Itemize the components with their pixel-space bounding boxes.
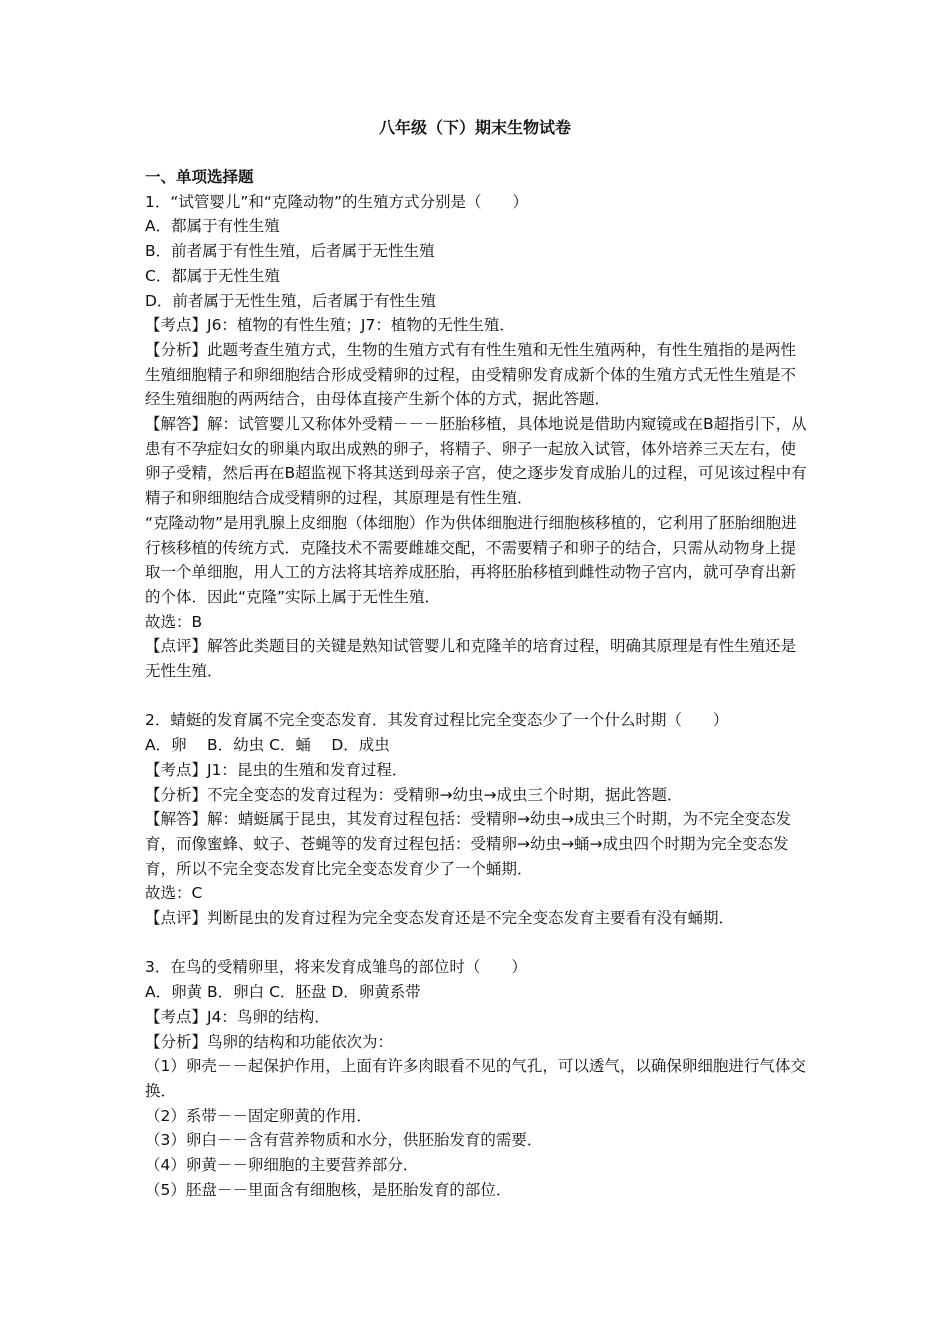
q3-item-5: （5）胚盘－－里面含有细胞核，是胚胎发育的部位． xyxy=(145,1180,512,1199)
q2-jieda: 【解答】解：蜻蜓属于昆虫，其发育过程包括：受精卵→幼虫→成虫三个时期，为不完全变态发育，而像蜜蜂、蚊子、苍蝇等的发育过程包括：受精卵→幼虫→蛹→成虫四个时期为完全变态发育，所以不完全变态发育比完全变态发育少了一个蛹期． xyxy=(145,810,791,878)
page-title: 八年级（下）期末生物试卷 xyxy=(378,118,571,137)
q3-kaodian: 【考点】J4：鸟卵的结构． xyxy=(145,1007,330,1026)
document-body xyxy=(145,165,810,1203)
q1-option-d: D．前者属于无性生殖，后者属于有性生殖 xyxy=(145,291,436,310)
q1-jieda: 【解答】解：试管婴儿又称体外受精－－－胚胎移植，具体地说是借助内窥镜或在B超指引下，从患有不孕症妇女的卵巢内取出成熟的卵子，将精子、卵子一起放入试管，体外培养三天左右，使卵子受精，然后再在B超监视下将其送到母亲子宫，使之逐步发育成胎儿的过程，可见该过程中有精子和卵细胞结合成受精卵的过程，其原理是有性生殖． xyxy=(145,415,807,508)
q1-fenxi: 【分析】此题考查生殖方式，生物的生殖方式有有性生殖和无性生殖两种，有性生殖指的是两性生殖细胞精子和卵细胞结合形成受精卵的过程，由受精卵发育成新个体的生殖方式无性生殖是不经生殖细胞的两两结合，由母体直接产生新个体的方式，据此答题． xyxy=(145,340,797,409)
q1-option-b: B．前者属于有性生殖，后者属于无性生殖 xyxy=(145,242,435,261)
q3-stem: 3．在鸟的受精卵里，将来发育成雏鸟的部位时（ ） xyxy=(145,958,527,977)
q2-options: A．卵 B．幼虫 C．蛹 D．成虫 xyxy=(145,736,390,755)
q2-answer: 故选：C xyxy=(145,884,203,903)
q1-answer: 故选：B xyxy=(145,612,203,631)
q2-fenxi: 【分析】不完全变态的发育过程为：受精卵→幼虫→成虫三个时期，据此答题． xyxy=(145,785,683,804)
section-heading: 一、单项选择题 xyxy=(145,168,254,186)
q3-item-4: （4）卵黄－－卵细胞的主要营养部分． xyxy=(145,1156,419,1175)
spacer xyxy=(145,684,810,709)
q3-item-3: （3）卵白－－含有营养物质和水分，供胚胎发育的需要． xyxy=(145,1131,543,1150)
q2-dianping: 【点评】判断昆虫的发育过程为完全变态发育还是不完全变态发育主要看有没有蛹期． xyxy=(145,909,735,928)
q3-item-1: （1）卵壳－－起保护作用，上面有许多肉眼看不见的气孔，可以透气，以确保卵细胞进行气体交换． xyxy=(145,1057,806,1100)
q1-jieda-2: “克隆动物”是用乳腺上皮细胞（体细胞）作为供体细胞进行细胞核移植的，它利用了胚胎细胞进行核移植的传统方式．克隆技术不需要雌雄交配，不需要精子和卵子的结合，只需从动物身上提取一个单细胞，用人工的方法将其培养成胚胎，再将胚胎移植到雌性动物子宫内，就可孕育出新的个体．因此“克隆”实际上属于无性生殖． xyxy=(145,513,797,606)
q2-stem: 2．蜻蜓的发育属不完全变态发育．其发育过程比完全变态少了一个什么时期（ ） xyxy=(145,711,729,730)
q3-options: A．卵黄 B．卵白 C．胚盘 D．卵黄系带 xyxy=(145,983,421,1002)
q2-kaodian: 【考点】J1：昆虫的生殖和发育过程． xyxy=(145,760,408,779)
q1-kaodian: 【考点】J6：植物的有性生殖；J7：植物的无性生殖． xyxy=(145,316,515,335)
q1-option-c: C．都属于无性生殖 xyxy=(145,266,280,285)
q3-fenxi: 【分析】鸟卵的结构和功能依次为： xyxy=(145,1032,394,1051)
spacer xyxy=(145,931,810,956)
q3-item-2: （2）系带－－固定卵黄的作用． xyxy=(145,1106,372,1125)
q1-stem: 1．“试管婴儿”和“克隆动物”的生殖方式分别是（ ） xyxy=(145,192,528,211)
q1-option-a: A．都属于有性生殖 xyxy=(145,217,280,236)
q1-dianping: 【点评】解答此类题目的关键是熟知试管婴儿和克隆羊的培育过程，明确其原理是有性生殖还是无性生殖． xyxy=(145,637,797,681)
